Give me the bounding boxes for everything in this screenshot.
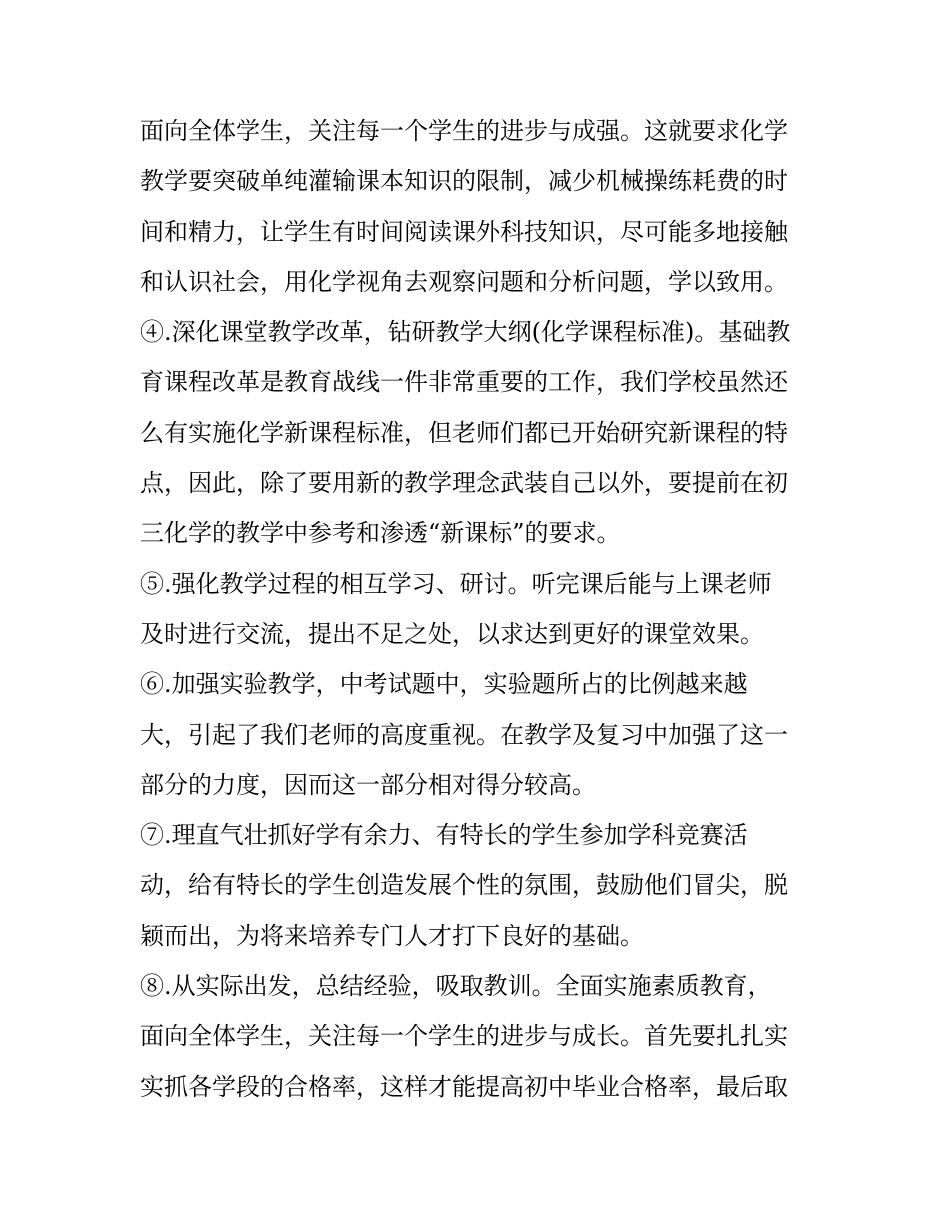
text-line-16: 动，给有特长的学生创造发展个性的氛围，鼓励他们冒尖，脱: [140, 871, 788, 900]
text-line-18: ⑧.从实际出发，总结经验，吸取教训。全面实施素质教育，: [140, 972, 772, 1001]
text-line-19: 面向全体学生，关注每一个学生的进步与成长。首先要扎扎实: [140, 1022, 788, 1051]
text-line-3: 间和精力，让学生有时间阅读课外科技知识，尽可能多地接触: [140, 217, 788, 246]
text-line-8: 点，因此，除了要用新的教学理念武装自己以外，要提前在初: [140, 469, 788, 498]
text-line-10: ⑤.强化教学过程的相互学习、研讨。听完课后能与上课老师: [140, 569, 772, 598]
text-line-2: 教学要突破单纯灌输课本知识的限制，减少机械操练耗费的时: [140, 167, 788, 196]
text-line-4: 和认识社会，用化学视角去观察问题和分析问题，学以致用。: [140, 267, 788, 296]
text-line-13: 大，引起了我们老师的高度重视。在教学及复习中加强了这一: [140, 720, 788, 749]
text-line-17: 颖而出，为将来培养专门人才打下良好的基础。: [140, 921, 644, 950]
text-line-11: 及时进行交流，提出不足之处，以求达到更好的课堂效果。: [140, 619, 764, 648]
text-line-7: 么有实施化学新课程标准，但老师们都已开始研究新课程的特: [140, 418, 788, 447]
text-line-1: 面向全体学生，关注每一个学生的进步与成强。这就要求化学: [140, 117, 788, 145]
text-line-20: 实抓各学段的合格率，这样才能提高初中毕业合格率，最后取: [140, 1072, 788, 1101]
text-line-5: ④.深化课堂教学改革，钻研教学大纲(化学课程标准)。基础教: [140, 318, 791, 347]
text-line-9: 三化学的教学中参考和渗透“新课标”的要求。: [140, 519, 621, 548]
text-line-6: 育课程改革是教育战线一件非常重要的工作，我们学校虽然还: [140, 368, 788, 397]
text-line-15: ⑦.理直气壮抓好学有余力、有特长的学生参加学科竞赛活: [140, 821, 748, 850]
text-line-14: 部分的力度，因而这一部分相对得分较高。: [140, 770, 596, 799]
body-text: [140, 106, 820, 1112]
text-line-12: ⑥.加强实验教学，中考试题中，实验题所占的比例越来越: [140, 670, 748, 699]
